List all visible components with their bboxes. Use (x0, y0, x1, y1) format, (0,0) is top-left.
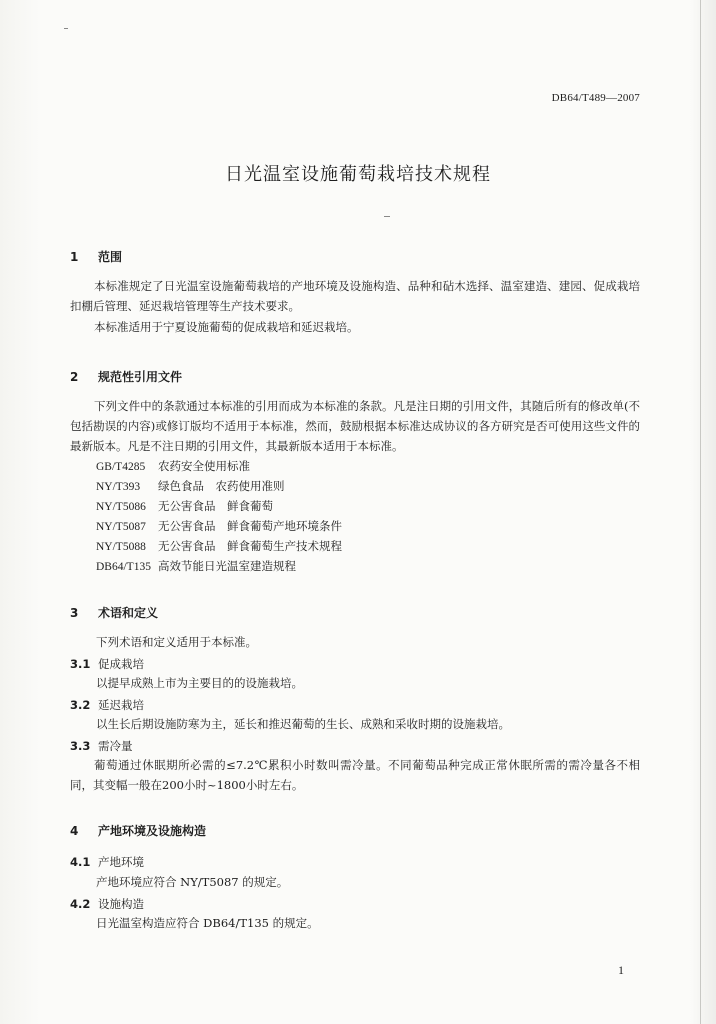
reference-item (96, 556, 296, 577)
subsection-heading (70, 896, 144, 912)
reference-item (96, 496, 273, 517)
subsection-title: 设施构造 (98, 897, 144, 911)
paragraph: 本标准规定了日光温室设施葡萄栽培的产地环境及设施构造、品种和砧木选择、温室建造、建园、促成栽培扣棚后管理、延迟栽培管理等生产技术要求。 (70, 279, 640, 313)
section-title: 产地环境及设施构造 (98, 824, 207, 838)
term-name: 延迟栽培 (98, 698, 144, 712)
subsection-heading (70, 854, 144, 870)
subsection-text: 日光温室构造应符合 DB64/T135 的规定。 (96, 916, 319, 930)
subsection-number: 4.1 (70, 855, 91, 869)
reference-item (96, 476, 285, 497)
term-number: 3.3 (70, 739, 91, 753)
section-number: 1 (70, 250, 79, 264)
section-intro: 下列术语和定义适用于本标准。 (96, 635, 257, 649)
page-number: 1 (618, 963, 624, 977)
reference-title: 高效节能日光温室建造规程 (158, 559, 296, 573)
section-title: 术语和定义 (98, 606, 159, 620)
reference-item (96, 456, 250, 477)
term-definition: 以提早成熟上市为主要目的的设施栽培。 (96, 676, 303, 690)
term-heading (70, 697, 144, 713)
paragraph: 本标准适用于宁夏设施葡萄的促成栽培和延迟栽培。 (94, 320, 359, 334)
term-name: 需冷量 (98, 739, 133, 753)
reference-item (96, 516, 342, 537)
term-number: 3.1 (70, 657, 91, 671)
term-number: 3.2 (70, 698, 91, 712)
term-heading (70, 738, 133, 754)
section-heading-4 (70, 822, 206, 839)
section-heading-2 (70, 368, 182, 385)
reference-code: NY/T393 (96, 481, 141, 493)
subsection-title: 产地环境 (98, 855, 144, 869)
section-title: 范围 (98, 250, 123, 264)
document-code: DB64/T489—2007 (551, 92, 640, 104)
scan-speck (384, 216, 390, 217)
section-number: 2 (70, 370, 79, 384)
term-definition: 葡萄通过休眠期所必需的≤7.2℃累积小时数叫需冷量。不同葡萄品种完成正常休眠所需的需冷量各不相同，其变幅一般在200小时~1800小时左右。 (70, 758, 640, 792)
page-edge (700, 0, 701, 1024)
reference-item (96, 536, 342, 557)
reference-code: NY/T5086 (96, 501, 146, 513)
section-number: 3 (70, 606, 79, 620)
reference-title: 无公害食品 鲜食葡萄生产技术规程 (158, 539, 342, 553)
reference-title: 无公害食品 鲜食葡萄产地环境条件 (158, 519, 342, 533)
reference-title: 农药安全使用标准 (158, 459, 250, 473)
document-title: 日光温室设施葡萄栽培技术规程 (225, 164, 491, 185)
subsection-text: 产地环境应符合 NY/T5087 的规定。 (96, 875, 289, 889)
reference-code: GB/T4285 (96, 461, 146, 473)
reference-title: 无公害食品 鲜食葡萄 (158, 499, 273, 513)
term-name: 促成栽培 (98, 657, 144, 671)
subsection-number: 4.2 (70, 897, 91, 911)
section-number: 4 (70, 824, 79, 838)
section-heading-3 (70, 604, 158, 621)
scan-speck (64, 28, 68, 29)
reference-code: DB64/T135 (96, 561, 151, 573)
term-definition: 以生长后期设施防寒为主，延长和推迟葡萄的生长、成熟和采收时期的设施栽培。 (96, 717, 510, 731)
reference-title: 绿色食品 农药使用准则 (158, 479, 285, 493)
reference-code: NY/T5088 (96, 541, 146, 553)
reference-code: NY/T5087 (96, 521, 146, 533)
term-heading (70, 656, 144, 672)
section-heading-1 (70, 248, 122, 265)
section-title: 规范性引用文件 (98, 370, 183, 384)
paragraph: 下列文件中的条款通过本标准的引用而成为本标准的条款。凡是注日期的引用文件，其随后所有的修改单(不包括勘误的内容)或修订版均不适用于本标准，然而，鼓励根据本标准达成协议的各方研究是否可使用这些文件的最新版本。凡是不注日期的引用文件，其最新版本适用于本标准。 (70, 399, 640, 453)
